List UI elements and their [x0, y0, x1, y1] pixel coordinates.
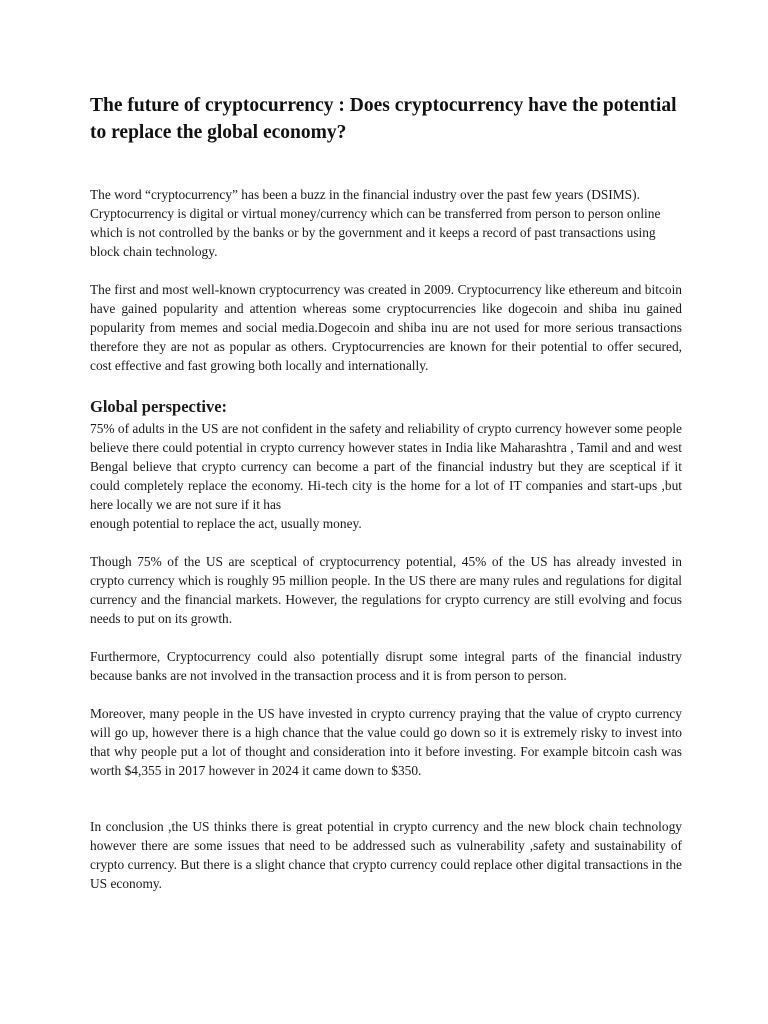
document-title: The future of cryptocurrency : Does cryptocurrency have the potential to replace the global economy?: [90, 95, 677, 143]
section-heading-global-perspective: Global perspective:: [90, 397, 228, 416]
paragraph-global-perspective-continued: enough potential to replace the act, usually money.: [90, 516, 362, 531]
paragraph-conclusion: In conclusion ,the US thinks there is great potential in crypto currency and the new block chain technology however there are some issues that need to be addressed such as vulnerability ,safety and sustainability of crypto currency. But there is a slight chance that crypto currency could replace other digital transactions in the US economy.: [90, 819, 682, 891]
document-page: [90, 92, 682, 893]
paragraph-history: The first and most well-known cryptocurrency was created in 2009. Cryptocurrency like ethereum and bitcoin have gained popularity and attention whereas some cryptocurrencies like dogecoin and shiba inu gained popularity from memes and social media.Dogecoin and shiba inu are not used for more serious transactions therefore they are not as popular as others. Cryptocurrencies are known for their potential to offer secured, cost effective and fast growing both locally and internationally.: [90, 282, 682, 373]
paragraph-intro: The word “cryptocurrency” has been a buzz in the financial industry over the past few years (DSIMS). Cryptocurrency is digital or virtual money/currency which can be transferred from person to person online which is not controlled by the banks or by the government and it keeps a record of past transactions using block chain technology.: [90, 187, 661, 259]
paragraph-risk: Moreover, many people in the US have invested in crypto currency praying that the value of crypto currency will go up, however there is a high chance that the value could go down so it is extremely risky to invest into that why people put a lot of thought and consideration into it before investing. For example bitcoin cash was worth $4,355 in 2017 however in 2024 it came down to $350.: [90, 706, 682, 778]
paragraph-us-investment: Though 75% of the US are sceptical of cryptocurrency potential, 45% of the US has already invested in crypto currency which is roughly 95 million people. In the US there are many rules and regulations for digital currency and the financial markets. However, the regulations for crypto currency are still evolving and focus needs to put on its growth.: [90, 554, 682, 626]
paragraph-disruption: Furthermore, Cryptocurrency could also potentially disrupt some integral parts of the financial industry because banks are not involved in the transaction process and it is from person to person.: [90, 649, 682, 683]
paragraph-global-perspective: 75% of adults in the US are not confident in the safety and reliability of crypto currency however some people believe there could potential in crypto currency however states in India like Maharashtra , Tamil and and west Bengal believe that crypto currency can become a part of the financial industry but they are sceptical if it could completely replace the economy. Hi-tech city is the home for a lot of IT companies and start-ups ,but here locally we are not sure if it has: [90, 421, 682, 512]
